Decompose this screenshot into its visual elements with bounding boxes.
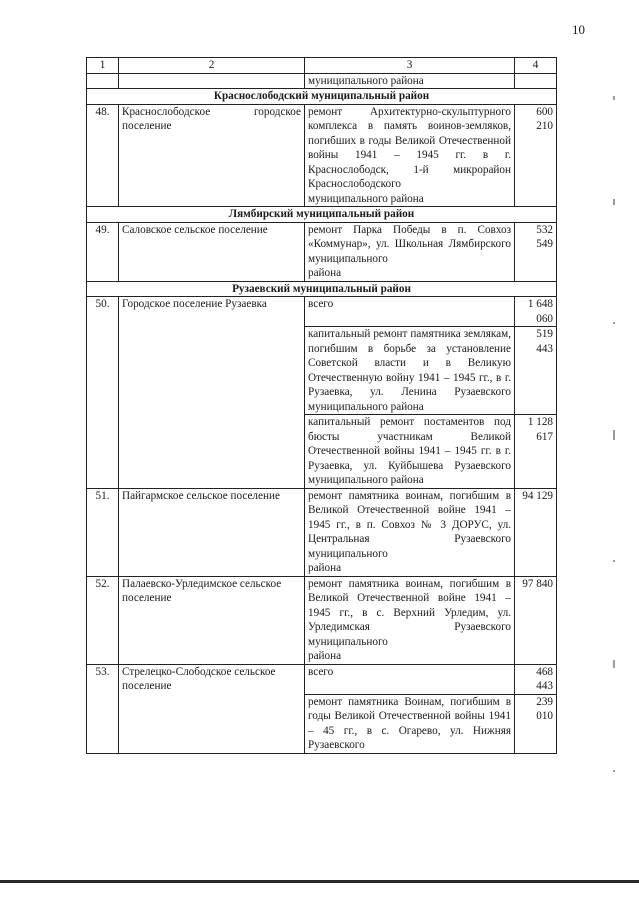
section-row [87, 281, 557, 297]
table-row [87, 576, 557, 664]
work-description: ремонт памятника воинам, погибшим в Великой Отечественной войне 1941 – 1945 гг., в п. Совхоз № 3 ДОРУС, ул. Центральная Рузаевского муниципального района [305, 488, 515, 576]
section-title: Рузаевский муниципальный район [87, 281, 557, 297]
amount: 97 840 [515, 576, 557, 664]
section-row [87, 207, 557, 223]
column-header-2: 2 [119, 58, 305, 74]
section-row [87, 89, 557, 105]
scan-margin-mark [613, 660, 615, 668]
scan-bottom-edge [0, 880, 639, 883]
row-number: 51. [87, 488, 119, 576]
column-header-3: 3 [305, 58, 515, 74]
page-number: 10 [572, 22, 585, 37]
work-description: капитальный ремонт памятника землякам, погибшим в борьбе за установление Советской власти и в Великую Отечественную войну 1941 – 1945 гг., в г. Рузаевка, ул. Ленина Рузаевского муниципального района [305, 327, 515, 415]
column-header-1: 1 [87, 58, 119, 74]
scan-margin-mark [613, 96, 615, 100]
amount: 519 443 [515, 327, 557, 415]
amount: 1 128 617 [515, 415, 557, 489]
row-number: 53. [87, 664, 119, 753]
work-description: ремонт Парка Победы в п. Совхоз «Коммунар», ул. Школьная Лямбирского муниципального района [305, 222, 515, 281]
continuation-row [87, 73, 557, 89]
funding-table [86, 57, 557, 754]
total-label: всего [305, 664, 515, 694]
settlement-name: Саловское сельское поселение [119, 222, 305, 281]
row-number: 50. [87, 297, 119, 489]
settlement-name: Палаевско-Урледимское сельское поселение [119, 576, 305, 664]
section-title: Краснослободский муниципальный район [87, 89, 557, 105]
table-row [87, 488, 557, 576]
work-description: ремонт памятника воинам, погибшим в Великой Отечественной войне 1941 – 1945 гг., в с. Верхний Урледим, ул. Урледимская Рузаевского муниципального района [305, 576, 515, 664]
table-row [87, 664, 557, 694]
total-amount: 1 648 060 [515, 297, 557, 327]
settlement-name: Краснослободское городское поселение [119, 104, 305, 207]
table-row [87, 104, 557, 207]
scan-margin-mark [613, 430, 615, 440]
settlement-name: Пайгармское сельское поселение [119, 488, 305, 576]
amount: 600 210 [515, 104, 557, 207]
settlement-name: Стрелецко-Слободское сельское поселение [119, 664, 305, 753]
scan-margin-mark [613, 199, 615, 205]
row-number: 49. [87, 222, 119, 281]
section-title: Лямбирский муниципальный район [87, 207, 557, 223]
table-row [87, 222, 557, 281]
column-header-4: 4 [515, 58, 557, 74]
row-number: 52. [87, 576, 119, 664]
amount: 94 129 [515, 488, 557, 576]
scan-margin-mark [613, 322, 615, 324]
continuation-text: муниципального района [305, 73, 515, 89]
table-row [87, 297, 557, 327]
work-description: ремонт Архитектурно-скульптурного комплекса в память воинов-земляков, погибших в годы Великой Отечественной войны 1941 – 1945 гг. в г. Краснослободск, 1-й микрорайон Краснослободского муниципального района [305, 104, 515, 207]
scan-margin-mark [613, 560, 615, 562]
settlement-name: Городское поселение Рузаевка [119, 297, 305, 489]
total-amount: 468 443 [515, 664, 557, 694]
work-description: капитальный ремонт постаментов под бюсты участникам Великой Отечественной войны 1941 – 1945 гг. в г. Рузаевка, ул. Куйбышева Рузаевского муниципального района [305, 415, 515, 489]
amount: 239 010 [515, 694, 557, 753]
row-number: 48. [87, 104, 119, 207]
scan-margin-mark [613, 770, 615, 772]
work-description: ремонт памятника Воинам, погибшим в годы Великой Отечественной войны 1941 – 45 гг., в с. Огарево, ул. Нижняя Рузаевского [305, 694, 515, 753]
total-label: всего [305, 297, 515, 327]
amount: 532 549 [515, 222, 557, 281]
column-header-row [87, 58, 557, 74]
